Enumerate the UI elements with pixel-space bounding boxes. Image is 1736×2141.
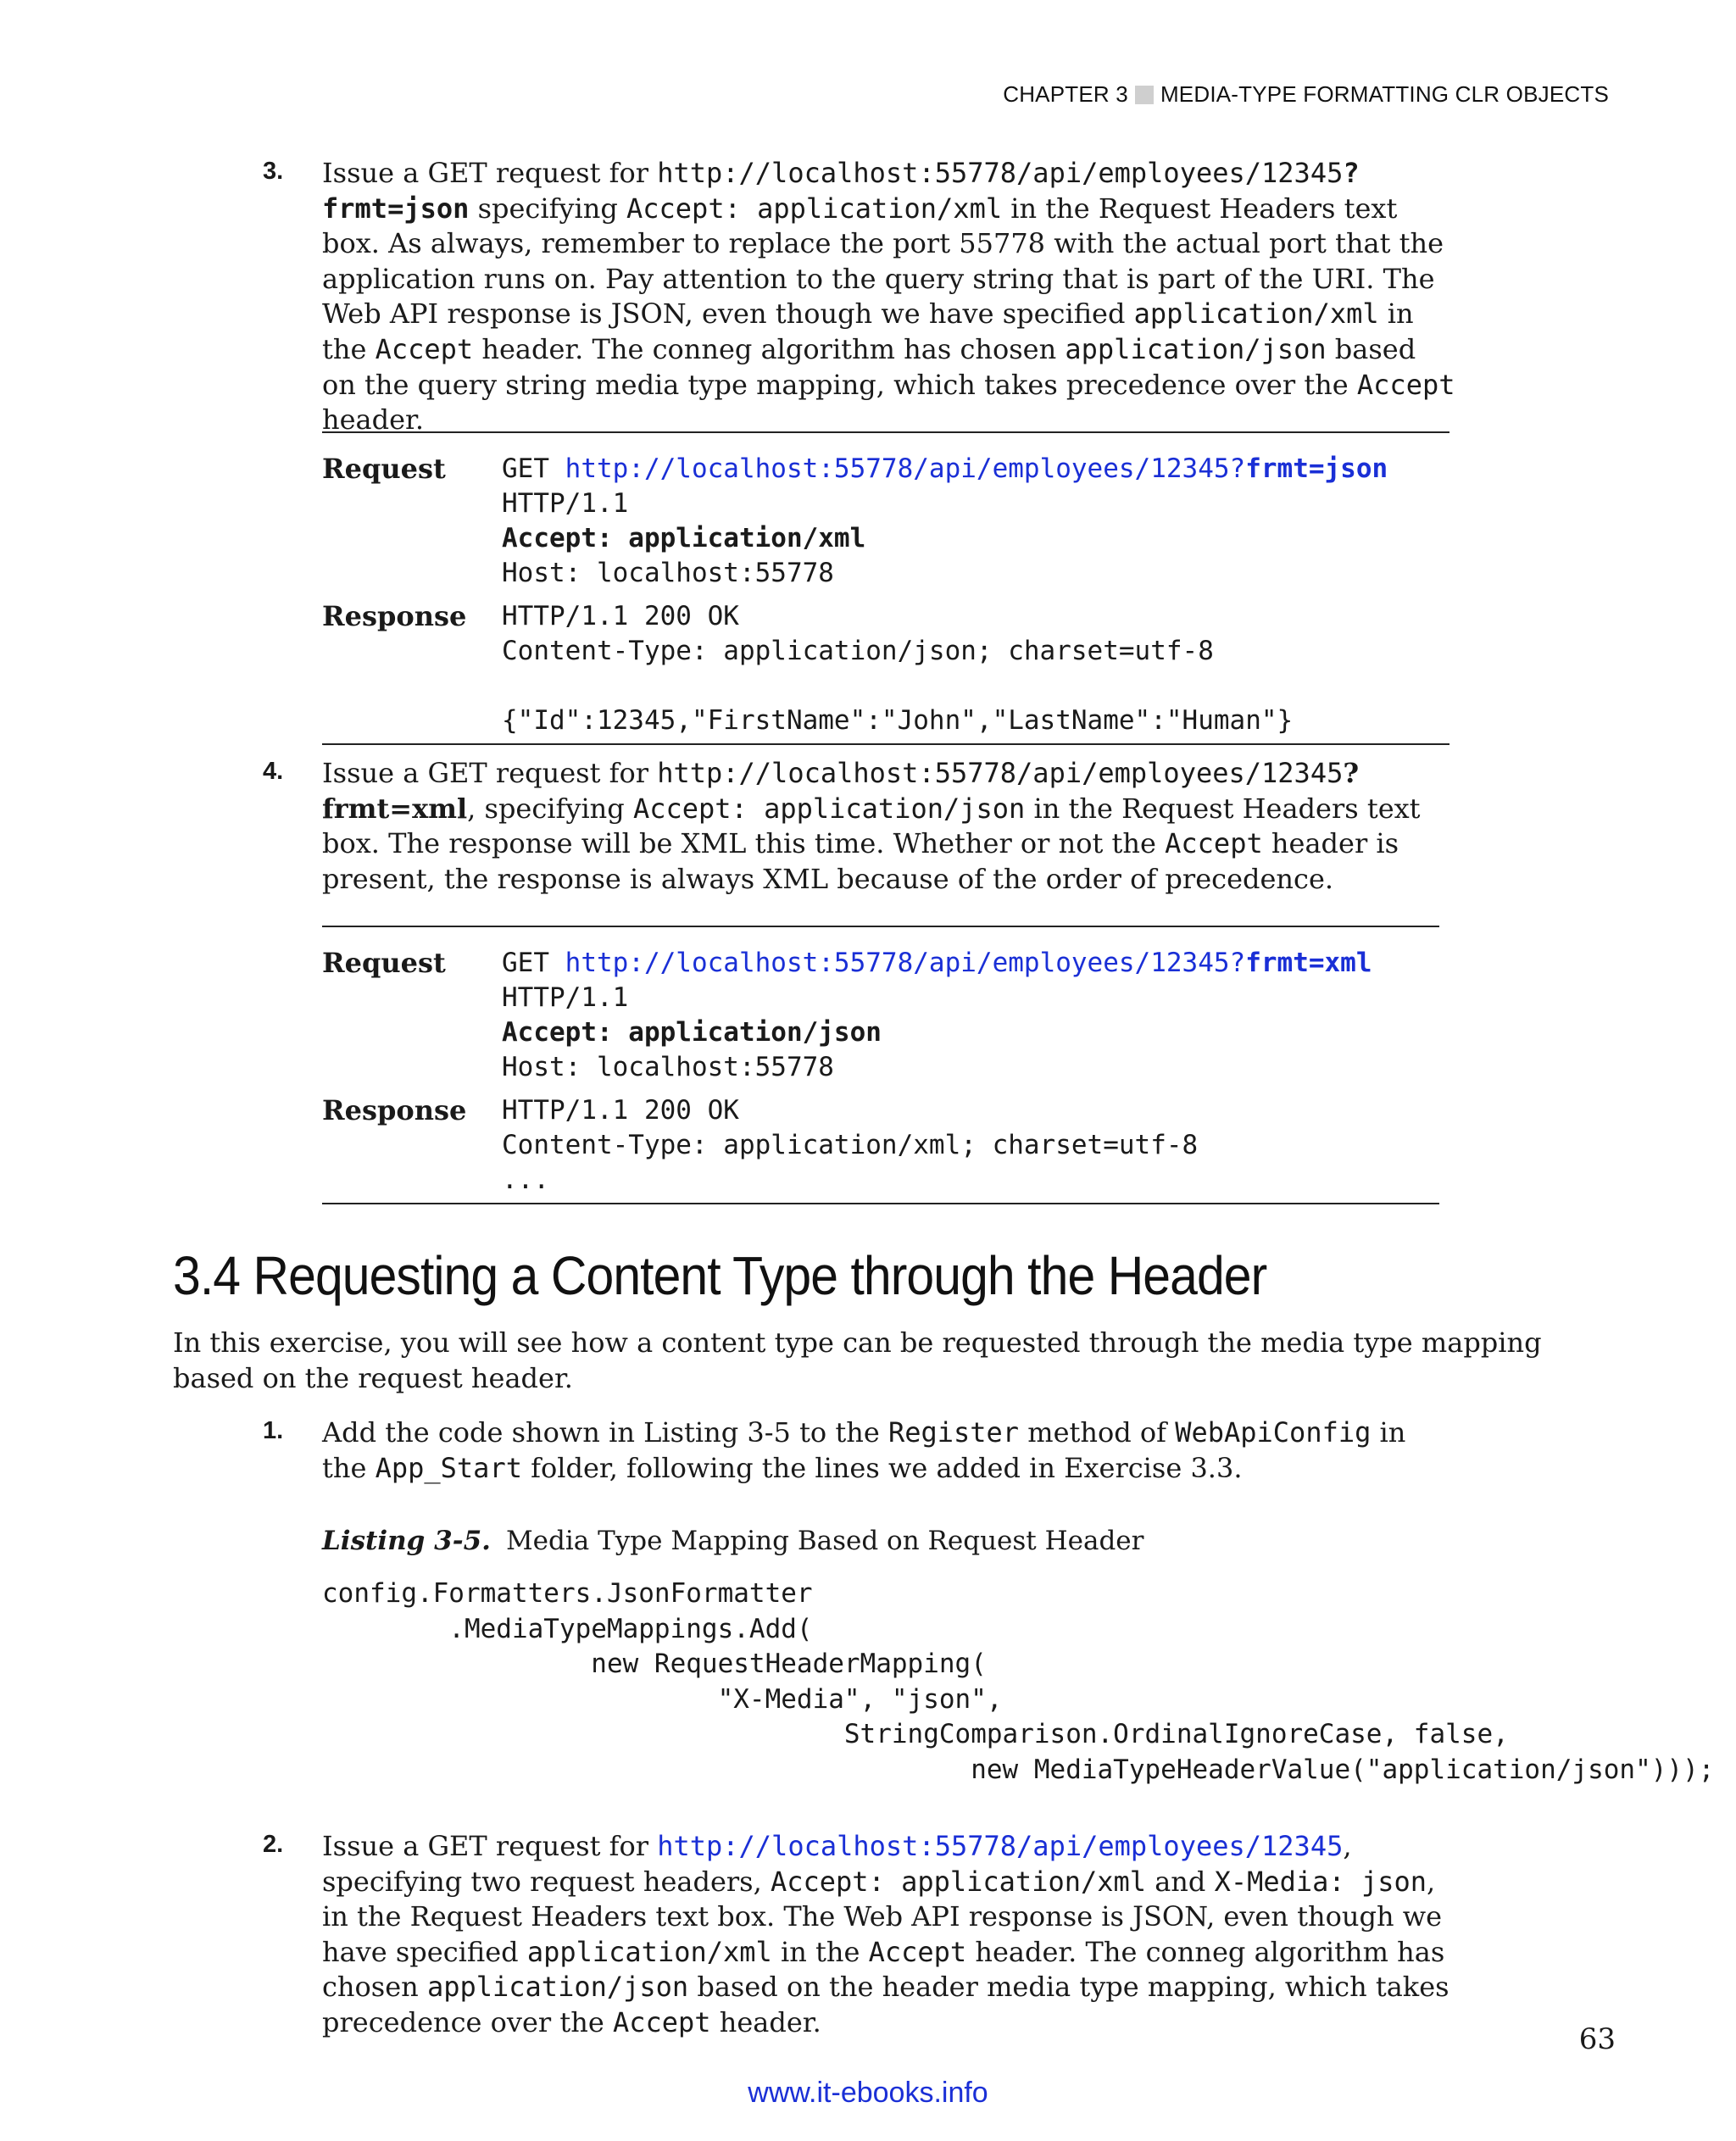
chapter-label: CHAPTER 3 [1003,81,1128,107]
code-line: config.Formatters.JsonFormatter [322,1578,813,1609]
page-number: 63 [1578,2022,1616,2056]
listing-label: Listing 3-5. [322,1526,491,1556]
section-intro: In this exercise, you will see how a content type can be requested through the media type mapping based on the request header. [173,1326,1542,1394]
code-line: StringComparison.OrdinalIgnoreCase, false, [322,1719,1509,1750]
listing-caption-text: Media Type Mapping Based on Request Header [505,1526,1144,1556]
code-listing [322,1577,1714,1788]
host-header-line: Host: localhost:55778 [502,1052,834,1082]
step-4-number: 4. [263,758,284,785]
step-2-url[interactable]: http://localhost:55778/api/employees/12345 [657,1830,1344,1862]
request-query[interactable]: frmt=xml [1245,948,1372,978]
request-line: GET http://localhost:55778/api/employees/12345?frmt=xml HTTP/1.1 [502,948,1372,1013]
code-line: .MediaTypeMappings.Add( [322,1613,813,1644]
status-line: HTTP/1.1 200 OK [502,1095,739,1126]
http-exchange-xml [322,926,1439,1204]
response-body: {"Id":12345,"FirstName":"John","LastName":"Human"} [502,705,1294,736]
accept-header-line: Accept: application/xml [502,523,866,553]
listing-caption [322,1526,1143,1556]
step-2-text: Issue a GET request for http://localhost:55778/api/employees/12345, specifying two request headers, Accept: application/xml and X-Media: json, in the Request Headers text box. The Web API response is JSON, even though we have specified application/xml in the Accept header. The conneg algorithm has chosen application/json based on the header media type mapping, which takes precedence over the Accept header. [322,1830,1449,2038]
header-square-icon [1135,86,1154,104]
section-title: 3.4 Requesting a Content Type through the Header [173,1245,1267,1306]
step-2-number: 2. [263,1831,284,1858]
step-1-text: Add the code shown in Listing 3-5 to the Register method of WebApiConfig in the App_Start folder, following the lines we added in Exercise 3.3. [322,1416,1406,1484]
request-block [502,432,1449,591]
step-1-number: 1. [263,1417,284,1444]
content-type-line: Content-Type: application/xml; charset=utf-8 [502,1130,1199,1160]
code-line: new MediaTypeHeaderValue("application/json"))); [322,1754,1715,1785]
chapter-title: MEDIA-TYPE FORMATTING CLR OBJECTS [1160,81,1609,107]
request-url[interactable]: http://localhost:55778/api/employees/12345? [565,453,1246,484]
response-block [502,1085,1439,1204]
request-label: Request [322,947,446,979]
request-query[interactable]: frmt=json [1245,453,1388,484]
code-line: "X-Media", "json", [322,1683,1003,1715]
step-3-text: Issue a GET request for http://localhost:55778/api/employees/12345?frmt=json specifying Accept: application/xml in the Request Headers text box. As always, remember to replace the port 55778 with the actual port that the application runs on. Pay attention to the query string that is part of the URI. The Web API response is JSON, even though we have specified application/xml in the Accept header. The conneg algorithm has chosen application/json based on the query string media type mapping, which takes precedence over the Accept header. [322,157,1455,437]
request-label: Request [322,453,446,485]
ellipsis: ... [502,1165,549,1195]
request-url[interactable]: http://localhost:55778/api/employees/12345? [565,948,1246,978]
response-label: Response [322,600,467,632]
content-type-line: Content-Type: application/json; charset=utf-8 [502,636,1214,666]
step-4-text: Issue a GET request for http://localhost:55778/api/employees/12345?frmt=xml, specifying Accept: application/json in the Request Headers text box. The response will be XML this time. Whether or not the Accept header is present, the response is always XML because of the order of precedence. [322,757,1421,895]
response-block [502,591,1449,744]
request-block [502,926,1439,1085]
response-label: Response [322,1094,467,1126]
code-line: new RequestHeaderMapping( [322,1649,987,1680]
http-exchange-json [322,431,1449,745]
step-3-number: 3. [263,158,284,185]
footer-link[interactable]: www.it-ebooks.info [748,2077,988,2109]
status-line: HTTP/1.1 200 OK [502,601,739,631]
host-header-line: Host: localhost:55778 [502,558,834,588]
accept-header-line: Accept: application/json [502,1017,882,1048]
request-line: GET http://localhost:55778/api/employees/12345?frmt=json HTTP/1.1 [502,453,1388,519]
running-header [1003,81,1609,108]
